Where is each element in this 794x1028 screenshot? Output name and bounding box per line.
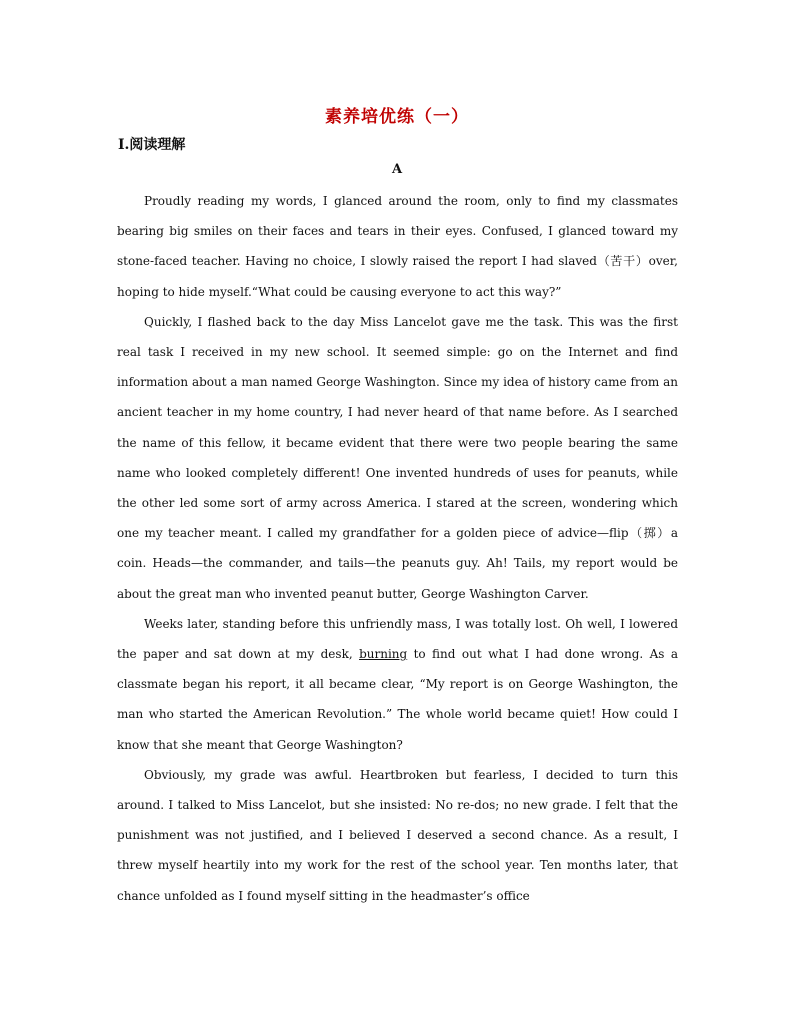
paragraph-2: Quickly, I flashed back to the day Miss Lancelot gave me the task. This was the first real task I received in my new school. It seemed simple: go on the Internet and find information about a man named George Washington. Since my idea of history came from an ancient teacher in my home country, I had never heard of that name before. As I searched the name of this fellow, it became evident that there were two people bearing the same name who looked completely different! One invented hundreds of uses for peanuts, while the other led some sort of army across America. I stared at the screen, wondering which one my teacher meant. I called my grandfather for a golden piece of advice—flip（掷）a coin. Heads—the commander, and tails—the peanuts guy. Ah! Tails, my report would be about the great man who invented peanut butter, George Washington Carver. — [117, 314, 678, 601]
paragraph-3-after: to find out what I had done wrong. As a classmate began his report, it all became clear, “My report is on George Washington, the man who started the American Revolution.” The whole world became quiet! How could I know that she meant that George Washington? — [117, 647, 678, 752]
passage-label: A — [391, 162, 403, 177]
underlined-word: burning — [359, 647, 408, 662]
paragraph-3 — [117, 609, 678, 760]
section-heading: Ⅰ.阅读理解 — [118, 137, 186, 153]
paragraph-1: Proudly reading my words, I glanced around the room, only to find my classmates bearing big smiles on their faces and tears in their eyes. Confused, I glanced toward my stone-faced teacher. Having no choice, I slowly raised the report I had slaved（苦干）over, hoping to hide myself.“What could be causing everyone to act this way?” — [117, 194, 678, 299]
page-title: 素养培优练（一） — [325, 107, 469, 127]
paragraph-4: Obviously, my grade was awful. Heartbroken but fearless, I decided to turn this around. I talked to Miss Lancelot, but she insisted: No re-dos; no new grade. I felt that the punishment was not justified, and I believed I deserved a second chance. As a result, I threw myself heartily into my work for the rest of the school year. Ten months later, that chance unfolded as I found myself sitting in the headmaster’s office — [117, 767, 678, 903]
paragraph-3-before: Weeks later, standing before this unfriendly mass, I was totally lost. Oh well, I lowered the paper and sat down at my desk, — [117, 616, 678, 662]
passage-body — [117, 186, 678, 911]
